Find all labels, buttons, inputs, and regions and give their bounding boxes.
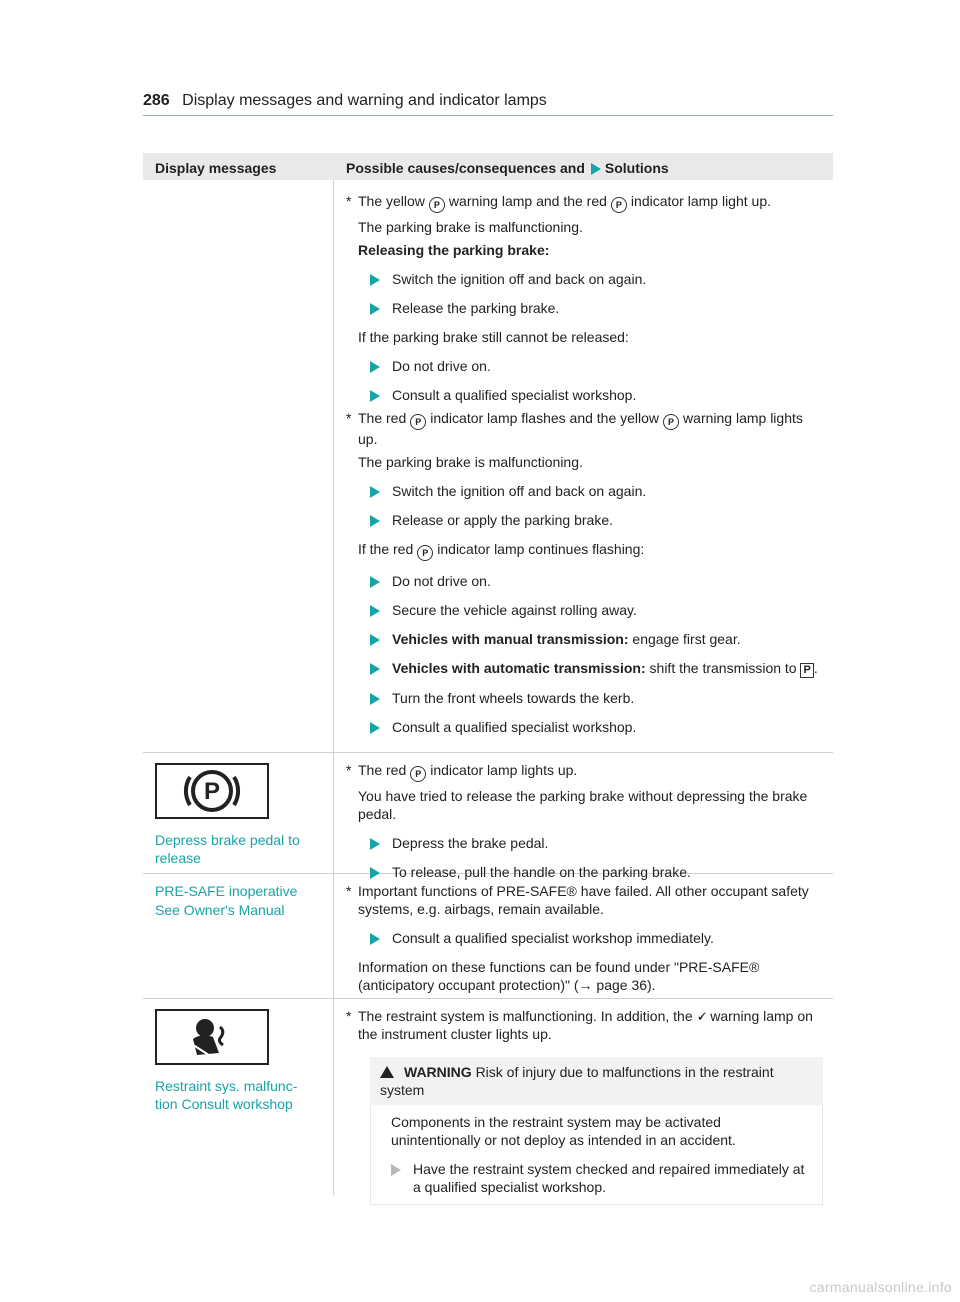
table-row	[143, 753, 833, 880]
action-item: To release, pull the handle on the parking brake.	[346, 863, 823, 881]
col-causes	[334, 153, 833, 180]
cause-item: * The red P indicator lamp lights up.	[346, 761, 823, 782]
cause-text: The parking brake is malfunctioning.	[358, 454, 583, 470]
parking-brake-icon: P	[417, 545, 433, 561]
parking-brake-icon: P	[410, 766, 426, 782]
action-item: Do not drive on.	[346, 572, 823, 590]
action-item: Turn the front wheels towards the kerb.	[346, 689, 823, 707]
display-message: Restraint sys. malfunc-tion Consult workshop	[155, 1078, 298, 1112]
parking-brake-icon: P	[611, 197, 627, 213]
warning-box: WARNING Risk of injury due to malfunctions in the restraint system	[370, 1057, 823, 1105]
action-item: Switch the ignition off and back on again.	[346, 270, 823, 288]
action-item: Switch the ignition off and back on again.	[346, 482, 823, 500]
seat-belt-warning-icon: 🗸	[696, 1008, 707, 1024]
restraint-system-icon	[155, 1009, 269, 1065]
warning-triangle-icon	[380, 1066, 394, 1078]
table-row	[143, 999, 833, 1195]
page-title: Display messages and warning and indicator lamps	[182, 92, 547, 109]
gear-p-icon: P	[800, 663, 813, 678]
parking-brake-icon: P	[410, 414, 426, 430]
cause-item: * Important functions of PRE-SAFE® have failed. All other occupant safety systems, e.g. airbags, remain available.	[346, 883, 809, 917]
cause-text: If the red P indicator lamp continues flashing:	[346, 540, 823, 561]
action-item: Have the restraint system checked and repaired immediately at a qualified specialist workshop.	[391, 1160, 812, 1196]
messages-table	[143, 153, 833, 1195]
warning-body	[370, 1105, 823, 1205]
cause-item: * The red P indicator lamp flashes and the yellow P warning lamp lights up.	[346, 410, 803, 447]
parking-brake-icon: P	[429, 197, 445, 213]
table-header	[143, 153, 833, 180]
watermark: carmanualsonline.info	[809, 1279, 952, 1295]
col-display-messages: Display messages	[155, 160, 277, 176]
svg-text:P: P	[203, 778, 221, 805]
cause-item: * The yellow P warning lamp and the red P indicator lamp light up.	[346, 192, 823, 213]
action-item: Vehicles with automatic transmission: shift the transmission to P .	[346, 659, 823, 678]
page-number: 286	[143, 92, 170, 109]
action-item: Vehicles with manual transmission: engage first gear.	[346, 630, 823, 648]
action-item: Consult a qualified specialist workshop.	[346, 386, 823, 404]
table-row	[143, 180, 833, 753]
col-solutions-label: Solutions	[604, 160, 669, 176]
action-item: Consult a qualified specialist workshop.	[346, 718, 823, 736]
action-item: Release or apply the parking brake.	[346, 511, 823, 529]
parking-brake-icon: P	[663, 414, 679, 430]
col-causes-label: Possible causes/consequences and	[346, 160, 585, 176]
cause-text: Information on these functions can be found under "PRE-SAFE® (anticipatory occupant protection)" (→ page 36).	[358, 959, 760, 993]
cause-item: * The restraint system is malfunctioning. In addition, the 🗸 warning lamp on the instrument cluster lights up.	[346, 1008, 813, 1042]
display-message: See Owner's Manual	[155, 902, 285, 918]
action-item: Consult a qualified specialist workshop immediately.	[346, 929, 823, 947]
parking-brake-display-icon	[155, 763, 269, 819]
cause-text: You have tried to release the parking brake without depressing the brake pedal.	[358, 788, 808, 822]
cause-text: If the parking brake still cannot be released:	[358, 329, 629, 345]
table-row	[143, 874, 833, 999]
action-item: Do not drive on.	[346, 357, 823, 375]
display-message: Depress brake pedal to release	[155, 832, 300, 866]
page-header	[143, 92, 547, 110]
action-item: Release the parking brake.	[346, 299, 823, 317]
header-rule	[143, 115, 833, 116]
action-item: Depress the brake pedal.	[346, 834, 823, 852]
display-message: PRE-SAFE inoperative	[155, 883, 298, 899]
cause-text: The parking brake is malfunctioning.	[358, 219, 583, 235]
warning-text: Components in the restraint system may be activated unintentionally or not deploy as intended in an accident.	[391, 1114, 736, 1148]
subheading: Releasing the parking brake:	[358, 242, 550, 258]
action-item: Secure the vehicle against rolling away.	[346, 601, 823, 619]
